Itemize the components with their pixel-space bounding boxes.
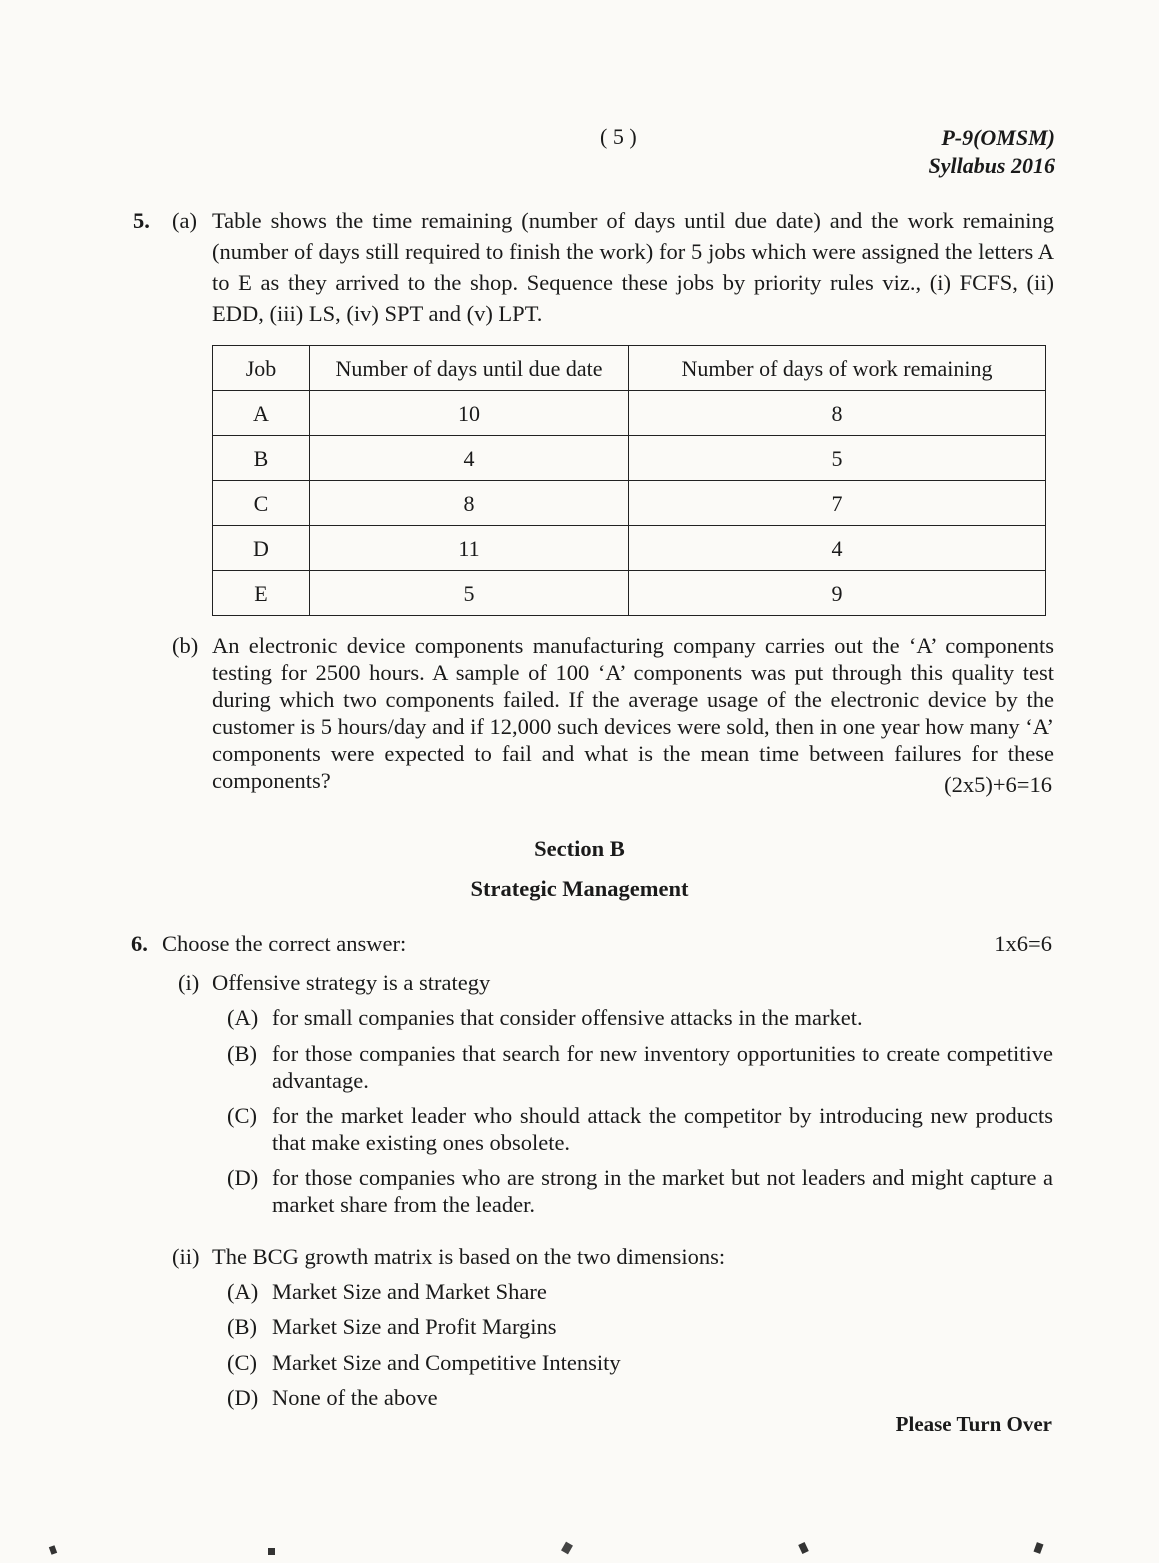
table-header-job: Job bbox=[213, 346, 310, 391]
option-label: (D) bbox=[227, 1385, 259, 1410]
table-cell-job: E bbox=[213, 571, 310, 616]
paper-code: P-9(OMSM) bbox=[941, 125, 1055, 150]
scan-mark bbox=[561, 1542, 573, 1555]
please-turn-over: Please Turn Over bbox=[895, 1412, 1052, 1436]
scan-mark bbox=[268, 1548, 275, 1555]
option-text: Market Size and Profit Margins bbox=[272, 1314, 557, 1339]
option-text: Market Size and Competitive Intensity bbox=[272, 1350, 621, 1375]
table-cell-job: B bbox=[213, 436, 310, 481]
question-6-number: 6. bbox=[131, 931, 148, 956]
table-row bbox=[213, 571, 1046, 616]
part-b-text: An electronic device components manufacturing company carries out the ‘A’ components testing for 2500 hours. A sample of 100 ‘A’ components was put through this quality test during which two components failed. If the average usage of the electronic device by the customer is 5 hours/day and if 12,000 such devices were sold, then in one year how many ‘A’ components were expected to fail and what is the mean time between failures for these components? bbox=[212, 633, 1054, 793]
option-text: Market Size and Market Share bbox=[272, 1279, 547, 1304]
table-cell-due: 11 bbox=[310, 526, 629, 571]
table-cell-due: 5 bbox=[310, 571, 629, 616]
scan-mark bbox=[798, 1542, 809, 1554]
table-row bbox=[213, 481, 1046, 526]
scan-mark bbox=[1034, 1542, 1044, 1554]
part-b-label: (b) bbox=[172, 633, 199, 658]
section-title: Section B bbox=[534, 836, 625, 861]
part-a-text: Table shows the time remaining (number of days until due date) and the work remaining (number of days still required to finish the work) for 5 jobs which were assigned the letters A to E as they arrived to the shop. Sequence these jobs by priority rules viz., (i) FCFS, (ii) EDD, (iii) LS, (iv) SPT and (v) LPT. bbox=[212, 208, 1054, 326]
job-table bbox=[212, 345, 1046, 616]
table-row bbox=[213, 436, 1046, 481]
table-header-due: Number of days until due date bbox=[310, 346, 629, 391]
subq-ii-label: (ii) bbox=[172, 1244, 200, 1269]
option-label: (B) bbox=[227, 1041, 257, 1066]
table-cell-job: D bbox=[213, 526, 310, 571]
option-text: for those companies that search for new inventory opportunities to create competitive advantage. bbox=[272, 1041, 1053, 1093]
question-6-marks: 1x6=6 bbox=[994, 931, 1052, 956]
table-row bbox=[213, 391, 1046, 436]
table-cell-due: 8 bbox=[310, 481, 629, 526]
option-text: None of the above bbox=[272, 1385, 438, 1410]
part-a-label: (a) bbox=[172, 208, 197, 233]
option-text: for those companies who are strong in the market but not leaders and might capture a market share from the leader. bbox=[272, 1165, 1053, 1217]
option-label: (A) bbox=[227, 1279, 259, 1304]
subq-i-option-c bbox=[227, 1102, 1053, 1158]
table-header-row bbox=[213, 346, 1046, 391]
table-header-work: Number of days of work remaining bbox=[629, 346, 1046, 391]
subq-i-option-d bbox=[227, 1164, 1053, 1220]
table-cell-work: 9 bbox=[629, 571, 1046, 616]
table-row bbox=[213, 526, 1046, 571]
table-cell-work: 5 bbox=[629, 436, 1046, 481]
option-label: (C) bbox=[227, 1103, 257, 1128]
option-label: (A) bbox=[227, 1005, 259, 1030]
subq-ii-option-c bbox=[227, 1349, 1053, 1379]
table-cell-job: C bbox=[213, 481, 310, 526]
subq-ii-option-b bbox=[227, 1313, 1053, 1343]
subq-ii-option-a bbox=[227, 1278, 1053, 1308]
subq-i-option-b bbox=[227, 1040, 1053, 1096]
subq-ii-option-d bbox=[227, 1384, 1053, 1414]
subq-i-option-a bbox=[227, 1004, 1053, 1034]
subq-i-text: Offensive strategy is a strategy bbox=[212, 970, 491, 995]
option-text: for the market leader who should attack the competitor by introducing new products that make existing ones obsolete. bbox=[272, 1103, 1053, 1155]
table-cell-work: 8 bbox=[629, 391, 1046, 436]
question-6-text: Choose the correct answer: bbox=[162, 931, 407, 956]
option-label: (D) bbox=[227, 1165, 259, 1190]
syllabus-label: Syllabus 2016 bbox=[928, 153, 1055, 178]
option-label: (B) bbox=[227, 1314, 257, 1339]
question-5-number: 5. bbox=[133, 208, 150, 233]
question-5-marks: (2x5)+6=16 bbox=[944, 772, 1052, 797]
table-cell-work: 7 bbox=[629, 481, 1046, 526]
page-number: ( 5 ) bbox=[600, 124, 637, 149]
option-label: (C) bbox=[227, 1350, 257, 1375]
scan-mark bbox=[49, 1545, 57, 1555]
subq-i-label: (i) bbox=[178, 970, 200, 995]
section-subtitle: Strategic Management bbox=[470, 876, 689, 901]
table-cell-work: 4 bbox=[629, 526, 1046, 571]
subq-ii-text: The BCG growth matrix is based on the two dimensions: bbox=[212, 1244, 726, 1269]
table-cell-due: 10 bbox=[310, 391, 629, 436]
table-cell-due: 4 bbox=[310, 436, 629, 481]
option-text: for small companies that consider offensive attacks in the market. bbox=[272, 1005, 863, 1030]
table-cell-job: A bbox=[213, 391, 310, 436]
